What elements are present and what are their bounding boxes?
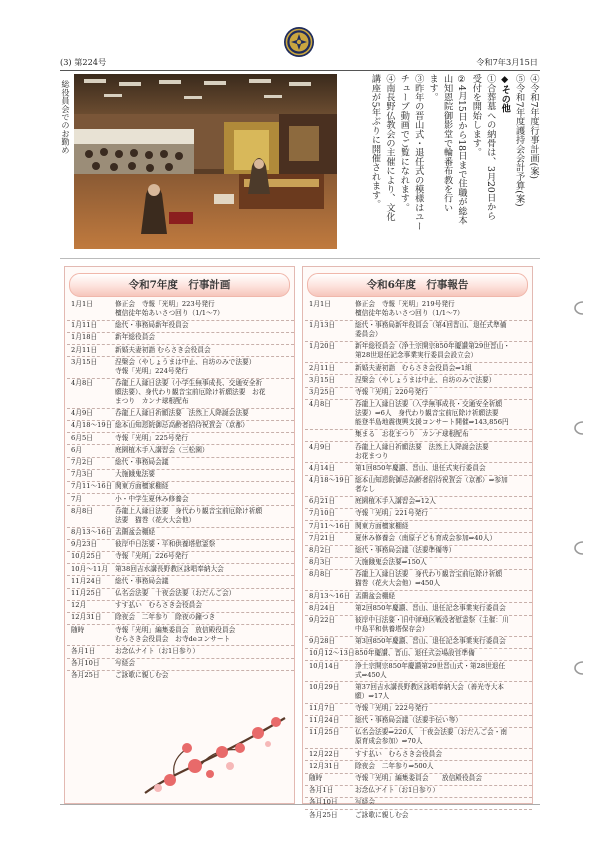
- schedule-event: すす払い むらさき会役員会: [115, 601, 203, 610]
- schedule-date: 1月1日: [309, 300, 331, 308]
- schedule-event: 関東方面檀家棚経: [115, 482, 169, 491]
- schedule-date: 12月: [71, 601, 87, 610]
- event-report-panel: [302, 266, 533, 819]
- schedule-row: [309, 616, 528, 634]
- schedule-event: 寺報「光明」220号発行: [355, 388, 428, 396]
- schedule-row: [71, 421, 290, 430]
- schedule-date: 3月15日: [71, 357, 98, 366]
- schedule-event: 第2回850年慶讃、晋山、退任記念事業実行委員会: [355, 603, 506, 612]
- schedule-row: [309, 321, 528, 339]
- schedule-event: 中島平和供養塔保存会）: [355, 625, 429, 633]
- schedule-event: 新年総役員会（浄土宗開宗850年慶讃第29世晋山・: [355, 342, 511, 351]
- schedule-date: 4月9日: [309, 442, 331, 451]
- schedule-date: 11月25日: [309, 728, 340, 737]
- schedule-row: [309, 376, 528, 385]
- schedule-row: [71, 659, 290, 668]
- schedule-row: [309, 662, 528, 680]
- schedule-date: 9月28日: [309, 637, 336, 646]
- schedule-date: 8月13～16日: [71, 528, 113, 536]
- schedule-event: 除夜会 二年参り⇒500人: [355, 761, 434, 770]
- schedule-event: 涅槃会（やしょうまは中止、自坊のみで法要）: [355, 375, 496, 384]
- schedule-event: 修正会 寺報「光明」223号発行: [115, 300, 215, 308]
- schedule-date: 12月22日: [309, 749, 340, 758]
- schedule-date: 各月1日: [309, 786, 334, 795]
- schedule-date: 4月14日: [309, 463, 336, 472]
- schedule-date: 随時: [309, 774, 323, 782]
- schedule-event: 除夜会 二年参り 除夜の鐘つき: [115, 613, 216, 622]
- schedule-row: [71, 346, 290, 355]
- note-line: ⑤令和7年度護持会会計予算(案): [513, 74, 525, 207]
- schedule-row: [71, 434, 290, 443]
- schedule-date: 各月25日: [309, 810, 338, 819]
- schedule-event: 写経会: [115, 659, 136, 667]
- schedule-event: ご詠歌に親しむ会: [115, 671, 169, 680]
- schedule-event: お念仏ナイト（お1日参り）: [355, 786, 440, 795]
- schedule-date: 3月25日: [309, 388, 336, 396]
- schedule-event: 仏名会法要⇒220人 十夜会法要（おだんご会・南: [355, 728, 508, 737]
- schedule-event: すす払い むらさき会役員会: [355, 749, 443, 758]
- schedule-event: 大施餓鬼会法要⇒150人: [355, 558, 427, 567]
- schedule-row: [71, 458, 290, 467]
- schedule-event: 盂蘭盆会棚経: [355, 591, 396, 600]
- schedule-date: 7月11～16日: [71, 482, 113, 491]
- schedule-date: 8月8日: [71, 506, 93, 515]
- note-line: ②4月15日から18日まで住職が総本: [455, 74, 467, 225]
- plum-blossom-illustration: [140, 708, 290, 798]
- schedule-row: [71, 358, 290, 376]
- schedule-event: 第28世退任記念事業実行委員会設立会）: [355, 351, 478, 360]
- schedule-event: 総代・事務局会議（法要手伝い等）: [355, 716, 462, 725]
- schedule-event: 寺報「光明」221号発行: [355, 509, 428, 518]
- schedule-event: 関東方面檀家棚経: [355, 521, 409, 530]
- schedule-row: [309, 811, 528, 820]
- schedule-date: 7月21日: [309, 533, 336, 542]
- schedule-date: 3月15日: [309, 375, 336, 384]
- schedule-row: [71, 300, 290, 318]
- schedule-date: 11月25日: [71, 589, 102, 597]
- schedule-row: [309, 430, 528, 439]
- schedule-row: [309, 570, 528, 588]
- schedule-row: [309, 464, 528, 473]
- schedule-date: 7月10日: [309, 509, 336, 518]
- issue-date: 令和7年3月15日: [476, 57, 538, 67]
- schedule-event: まつり カンナ球根配布: [115, 397, 189, 405]
- schedule-date: 8月3日: [309, 558, 331, 567]
- schedule-row: [71, 613, 290, 622]
- schedule-date: 8月2日: [309, 546, 331, 554]
- temple-emblem-icon: [283, 26, 315, 58]
- schedule-event: 涅槃会（やしょうまは中止、自坊のみで法要）: [115, 357, 256, 366]
- schedule-row: [309, 683, 528, 701]
- schedule-row: [309, 342, 528, 360]
- schedule-row: [71, 446, 290, 455]
- schedule-event: 夏休み修養会（南原子ども育成会参加⇒40人）: [355, 533, 497, 542]
- schedule-event: 法要 猫巻（花火大会他）: [115, 515, 196, 524]
- schedule-event: 原育成会参加）⇒70人: [355, 737, 423, 746]
- schedule-event: 檀信徒年始あいさつ回り（1/1～7）: [115, 309, 224, 317]
- schedule-row: [309, 476, 528, 494]
- schedule-row: [71, 528, 290, 537]
- schedule-date: 1月11日: [71, 321, 98, 330]
- schedule-date: 随時: [71, 625, 85, 634]
- schedule-event: 願）⇒17人: [355, 691, 390, 700]
- schedule-event: 寺報「光明」編集委員会 放信殿役員会: [115, 625, 236, 634]
- schedule-row: [309, 798, 528, 807]
- schedule-date: 6月21日: [309, 497, 336, 506]
- schedule-date: 10月12～13日: [309, 649, 355, 658]
- schedule-event: 彼岸中日法要・旧中津地区戦没者慰霊祭（主催：川: [355, 616, 509, 624]
- section-rule: [60, 258, 540, 259]
- schedule-row: [309, 546, 528, 555]
- schedule-event: 第1回850年慶讃、晋山、退任式実行委員会: [355, 463, 486, 472]
- note-line: 受付を開始します。: [470, 74, 482, 157]
- schedule-date: 7月: [71, 494, 82, 503]
- schedule-date: 12月31日: [309, 761, 340, 770]
- schedule-event: 寺報「光明」編集委員会 放信殿役員会: [355, 774, 483, 782]
- schedule-row: [309, 497, 528, 506]
- schedule-date: 6月5日: [71, 433, 93, 442]
- schedule-date: 9月22日: [309, 616, 336, 624]
- schedule-row: [71, 482, 290, 491]
- schedule-date: 11月24日: [309, 716, 340, 725]
- schedule-row: [309, 388, 528, 397]
- schedule-row: [71, 540, 290, 549]
- schedule-event: 総代・事務局新年役員会（第4回晋山、退任式準備: [355, 321, 507, 330]
- schedule-date: 各月10日: [71, 659, 100, 667]
- event-plan-title: 令和7年度 行事計画: [69, 273, 290, 297]
- schedule-event: 呑龍上人縁日祈願法要 法然上人降誕会法要: [115, 409, 249, 418]
- note-line: ます。: [427, 74, 439, 102]
- schedule-date: 4月8日: [71, 379, 93, 387]
- schedule-event: 小・中学生夏休み修養会: [115, 494, 189, 503]
- schedule-date: 9月23日: [71, 540, 98, 549]
- schedule-date: 10月25日: [71, 552, 102, 561]
- schedule-row: [309, 592, 528, 601]
- schedule-row: [71, 552, 290, 561]
- schedule-event: 式⇒450人: [355, 670, 387, 679]
- schedule-row: [309, 728, 528, 746]
- schedule-row: [71, 671, 290, 680]
- schedule-date: 11月24日: [71, 576, 102, 585]
- schedule-date: 1月1日: [71, 300, 93, 308]
- schedule-event: 新婚夫妻初詣 むらさき会役員会: [115, 345, 211, 354]
- schedule-row: [309, 300, 528, 318]
- schedule-date: 10月～11月: [71, 564, 109, 573]
- schedule-event: 修正会 寺報「光明」219号発行: [355, 300, 455, 308]
- schedule-event: 寺報「光明」222号発行: [355, 704, 428, 712]
- schedule-row: [71, 577, 290, 586]
- schedule-event: 総本山知恩院御忌高齢者招待祝賀会（京都）: [115, 421, 249, 430]
- schedule-row: [71, 626, 290, 644]
- schedule-event: 総代・事務局会議: [115, 458, 169, 466]
- schedule-row: [71, 470, 290, 479]
- schedule-event: 者なし: [355, 485, 376, 493]
- schedule-date: 2月11日: [71, 345, 98, 354]
- schedule-row: [71, 589, 290, 598]
- schedule-row: [309, 400, 528, 427]
- schedule-event: 新婚夫妻初詣 むらさき会役員会⇒1組: [355, 363, 472, 372]
- schedule-event: 法要）⇒6人 身代わり観音宝前厄除け祈願法要: [355, 409, 499, 418]
- schedule-date: 各月10日: [309, 798, 338, 807]
- schedule-row: [309, 522, 528, 531]
- schedule-row: [309, 534, 528, 543]
- schedule-row: [309, 649, 528, 658]
- footer-rule: [60, 804, 540, 805]
- schedule-row: [71, 565, 290, 574]
- schedule-event: お念仏ナイト（お1日参り）: [115, 646, 200, 655]
- schedule-row: [71, 379, 290, 406]
- binder-hole-icon: [565, 540, 585, 556]
- schedule-date: 10月14日: [309, 661, 340, 670]
- schedule-event: 呑龍上人縁日法要 身代わり観音宝前厄除け祈願: [355, 570, 503, 579]
- schedule-event: 呑龍上人縁日法要 身代わり観音宝前厄除け祈願: [115, 506, 263, 515]
- schedule-date: 10月29日: [309, 682, 340, 691]
- schedule-event: 浄土宗開宗850年慶讃第29世晋山式・第28世退任: [355, 661, 506, 670]
- schedule-row: [71, 333, 290, 342]
- schedule-date: 1月13日: [309, 321, 336, 330]
- schedule-row: [309, 364, 528, 373]
- schedule-event: 庭園植木手入講習会（三松園）: [115, 445, 209, 454]
- note-line: ③昨年の晋山式・退任式の模様はユー: [412, 74, 424, 231]
- note-line: ①合葬墓への納骨は、3月20日から: [484, 74, 496, 221]
- schedule-date: 7月11～16日: [309, 521, 351, 530]
- schedule-event: 庭園植木手入講習会⇒12人: [355, 497, 436, 506]
- schedule-date: 6月: [71, 445, 82, 454]
- schedule-row: [309, 509, 528, 518]
- schedule-row: [309, 716, 528, 725]
- schedule-row: [71, 495, 290, 504]
- schedule-row: [309, 786, 528, 795]
- schedule-event: 850年慶讃、晋山、退任式会場設営準備: [355, 649, 475, 658]
- schedule-date: 4月9日: [71, 409, 93, 418]
- schedule-row: [71, 507, 290, 525]
- schedule-event: 寺報「光明」224号発行: [115, 366, 188, 375]
- schedule-date: 4月18～19日: [71, 421, 113, 430]
- schedule-event: 第38回吉水講長野教区詠唱奉納大会: [115, 564, 224, 573]
- schedule-event: 呑龍上人縁日法要（小学生無事成長、交通安全祈: [115, 379, 263, 387]
- schedule-event: 総代・事務局会議: [115, 576, 169, 585]
- schedule-row: [71, 601, 290, 610]
- note-line: チューブ動画でご覧になれます。: [398, 74, 410, 212]
- schedule-date: 11月7日: [309, 704, 336, 712]
- note-heading-other: ◆その他: [499, 74, 511, 113]
- schedule-row: [309, 637, 528, 646]
- schedule-date: 1月20日: [309, 342, 336, 351]
- schedule-date: 2月11日: [309, 363, 336, 372]
- schedule-row: [71, 321, 290, 330]
- schedule-row: [309, 443, 528, 461]
- schedule-event: 寺報「光明」226号発行: [115, 552, 188, 561]
- schedule-row: [71, 647, 290, 656]
- schedule-event: 新年総役員会: [115, 333, 156, 342]
- schedule-row: [71, 409, 290, 418]
- binder-hole-icon: [565, 420, 585, 436]
- schedule-date: 7月3日: [71, 470, 93, 479]
- schedule-event: 仏名会法要 十夜会法要（おだんご会）: [115, 589, 236, 597]
- note-line: 山知恩院御影堂で輪番布教を行い: [441, 74, 453, 212]
- schedule-event: 第37回吉水講長野教区詠唱奉納大会（善光寺大本: [355, 682, 504, 691]
- schedule-row: [309, 762, 528, 771]
- schedule-row: [309, 750, 528, 759]
- issue-number: (3) 第224号: [60, 57, 107, 67]
- schedule-event: むらさき会役員会 お寺deコンサート: [115, 634, 231, 643]
- schedule-event: 呑龍上人縁日祈願法要 法然上人降誕会法要: [355, 442, 489, 451]
- schedule-row: [309, 604, 528, 613]
- binder-hole-icon: [565, 660, 585, 676]
- photo-caption: 総役員会でのお勤め: [61, 80, 71, 154]
- schedule-event: 集まる お花まつり カンナ球根配布: [355, 430, 469, 439]
- schedule-event: 総代・事務局会議（法要準備等）: [355, 546, 456, 554]
- schedule-event: 猫巻（花火大会他）⇒450人: [355, 579, 441, 588]
- schedule-event: 委員会）: [355, 330, 382, 339]
- note-line: ④令和7年度行事計画(案): [528, 74, 539, 180]
- schedule-event: 第3回850年慶讃、晋山、退任記念事業実行委員会: [355, 637, 506, 646]
- schedule-date: 各月1日: [71, 646, 96, 655]
- schedule-event: 呑龍上人縁日法要（入学無事成長・交通安全祈願: [355, 400, 503, 409]
- note-line: ④南長野仏教会の主催により、文化: [383, 74, 395, 222]
- ceremony-photo: [74, 74, 337, 249]
- header-rule: [60, 70, 540, 71]
- schedule-row: [309, 704, 528, 713]
- vertical-notes: [344, 74, 540, 254]
- schedule-date: 8月8日: [309, 570, 331, 579]
- event-report-title: 令和6年度 行事報告: [307, 273, 528, 297]
- schedule-event: ご詠歌に親しむ会: [355, 810, 409, 819]
- schedule-event: 願法要）、身代わり観音宝前厄除け祈願法要 お花: [115, 388, 266, 396]
- schedule-date: 4月8日: [309, 400, 331, 409]
- schedule-date: 8月24日: [309, 603, 336, 612]
- schedule-date: 7月2日: [71, 458, 93, 466]
- schedule-row: [309, 774, 528, 783]
- schedule-date: 12月31日: [71, 613, 102, 622]
- schedule-event: 大施餓鬼法要: [115, 470, 156, 479]
- binder-hole-icon: [565, 300, 585, 316]
- schedule-event: 寺報「光明」225号発行: [115, 433, 188, 442]
- schedule-row: [309, 558, 528, 567]
- note-line: 講座が5年ぶりに開催されます。: [369, 74, 381, 209]
- schedule-event: 能登半島地震復興支援コンサート開催⇒143,856円: [355, 418, 509, 427]
- schedule-event: 総代・事務局新年役員会: [115, 321, 189, 330]
- schedule-event: 盂蘭盆会棚経: [115, 528, 156, 536]
- schedule-event: 総本山知恩院御忌高齢者招待祝賀会（京都）⇒参加: [355, 476, 508, 484]
- schedule-event: 檀信徒年始あいさつ回り（1/1～7）: [355, 309, 464, 317]
- schedule-event: お花まつり: [355, 451, 389, 460]
- schedule-event: 写経会: [355, 798, 376, 807]
- schedule-date: 4月18～19日: [309, 476, 351, 484]
- schedule-date: 8月13～16日: [309, 591, 351, 600]
- schedule-date: 各月25日: [71, 671, 100, 680]
- schedule-event: 彼岸中日法要・平和供養塔慰霊祭: [115, 540, 216, 549]
- schedule-date: 1月18日: [71, 333, 98, 342]
